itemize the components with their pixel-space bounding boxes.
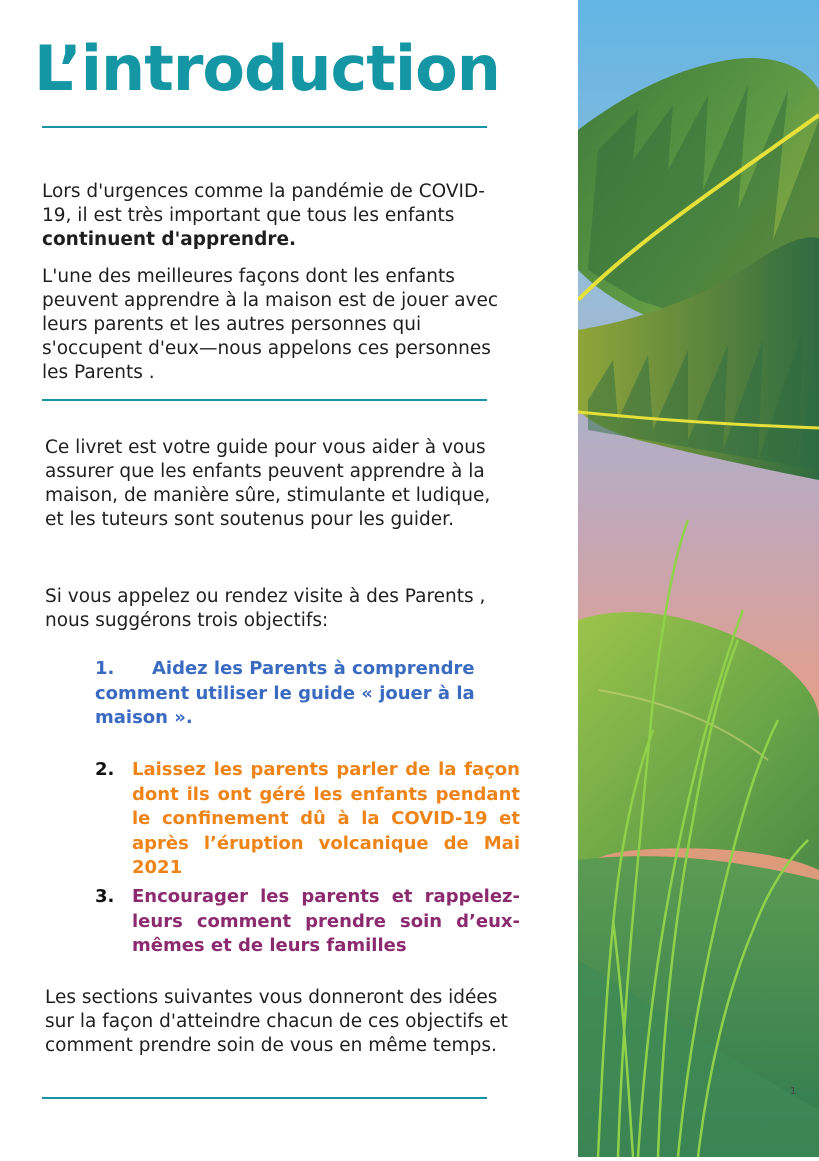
objective-3-text: Encourager les parents et rappelez- leurs comment prendre soin d’eux-mêmes et de leurs familles <box>132 886 520 956</box>
divider-middle <box>42 399 487 401</box>
divider-bottom <box>42 1097 487 1099</box>
objectives-intro: Si vous appelez ou rendez visite à des Parents , nous suggérons trois objectifs: <box>45 586 486 631</box>
objective-3-number: 3. <box>95 886 115 907</box>
objective-2-number: 2. <box>95 759 115 780</box>
page-number: 1 <box>790 1086 797 1097</box>
objective-1-number: 1. <box>95 658 115 679</box>
objective-1-text: Aidez les Parents à comprendre comment utiliser le guide « jouer à la maison ». <box>95 658 475 728</box>
divider-top <box>42 126 487 128</box>
intro-paragraph-2: L'une des meilleures façons dont les enfants peuvent apprendre à la maison est de jouer avec leurs parents et les autres personnes qui s'occupent d'eux—nous appelons ces personnes les Parents . <box>42 266 499 383</box>
closing-paragraph: Les sections suivantes vous donneront des idées sur la façon d'atteindre chacun de ces objectifs et comment prendre soin de vous en même temps. <box>45 987 508 1056</box>
guide-paragraph: Ce livret est votre guide pour vous aider à vous assurer que les enfants peuvent apprendre à la maison, de manière sûre, stimulante et ludique, et les tuteurs sont soutenus pour les guider. <box>45 437 491 530</box>
intro-paragraph-1-text: Lors d'urgences comme la pandémie de COVID-19, il est très important que tous les enfants <box>42 181 485 226</box>
intro-paragraph-1-emphasis: continuent d'apprendre. <box>42 229 297 250</box>
intro-paragraph-1 <box>42 180 502 252</box>
tropical-leaves-illustration <box>578 0 819 1157</box>
objective-2-text: Laissez les parents parler de la façon dont ils ont géré les enfants pendant le confinement dû à la COVID-19 et après l’éruption volcanique de Mai 2021 <box>132 759 520 878</box>
objective-1 <box>95 657 520 731</box>
page-title: L’introduction <box>34 32 500 105</box>
